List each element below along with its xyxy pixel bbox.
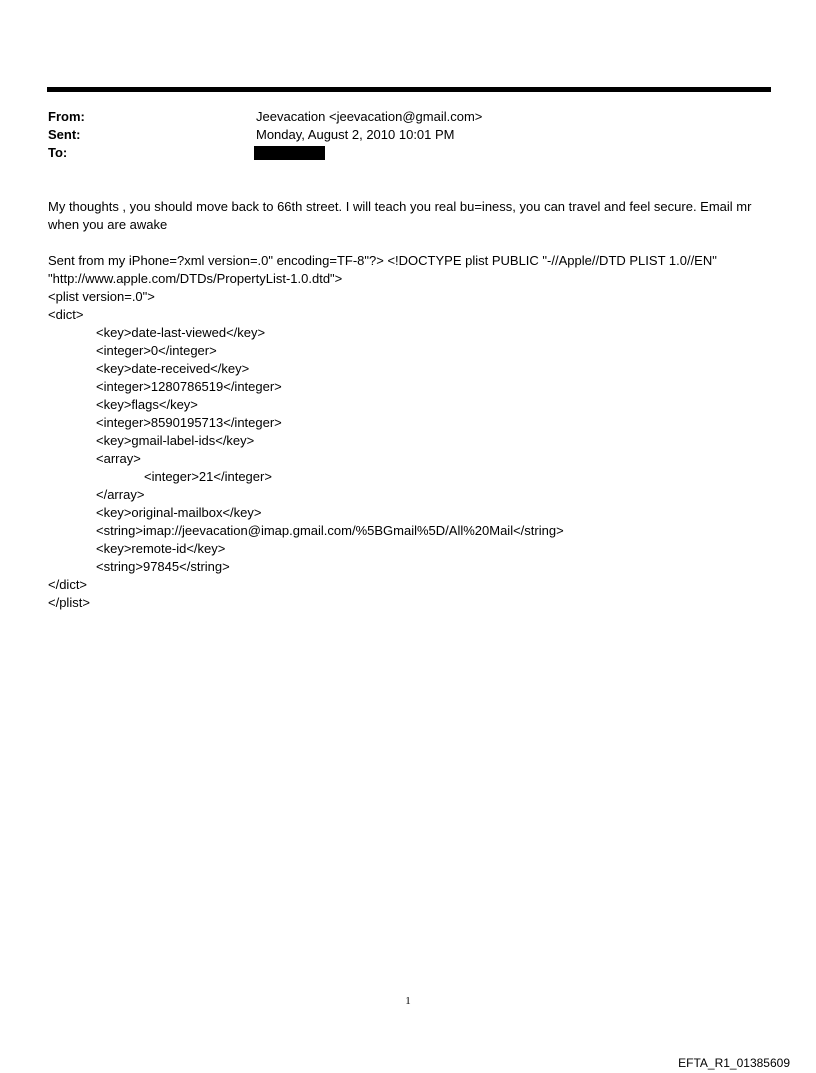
- dict-open-line: <dict>: [48, 307, 84, 322]
- plist-entry-line: <key>date-last-viewed</key>: [96, 325, 266, 340]
- plist-open-line: <plist version=.0">: [48, 289, 155, 304]
- dict-close-line: </dict>: [48, 577, 88, 592]
- document-id: EFTA_R1_01385609: [678, 1056, 790, 1070]
- redaction-block: [254, 146, 325, 160]
- to-label: To:: [48, 145, 68, 160]
- plist-entry-line: <key>date-received</key>: [96, 361, 250, 376]
- plist-entry-line: <key>original-mailbox</key>: [96, 505, 262, 520]
- plist-entry-line: <key>flags</key>: [96, 397, 198, 412]
- sent-label: Sent:: [48, 127, 81, 142]
- array-item-line: <integer>21</integer>: [144, 469, 272, 484]
- dtd-line: "http://www.apple.com/DTDs/PropertyList-1.0.dtd">: [48, 271, 343, 286]
- plist-entry-line: <key>gmail-label-ids</key>: [96, 433, 255, 448]
- plist-entry-line: <string>imap://jeevacation@imap.gmail.com/%5BGmail%5D/All%20Mail</string>: [96, 523, 564, 538]
- plist-close-line: </plist>: [48, 595, 90, 610]
- from-value: Jeevacation <jeevacation@gmail.com>: [256, 109, 483, 124]
- plist-entry-line: </array>: [96, 487, 145, 502]
- plist-entry-line: <array>: [96, 451, 141, 466]
- message-body: My thoughts , you should move back to 66th street. I will teach you real bu=iness, you can travel and feel secure. Email mr when you are awake: [48, 199, 752, 232]
- from-label: From:: [48, 109, 85, 124]
- plist-entry-line: <integer>1280786519</integer>: [96, 379, 282, 394]
- plist-entry-line: <key>remote-id</key>: [96, 541, 226, 556]
- plist-entry-line: <integer>8590195713</integer>: [96, 415, 282, 430]
- sent-value: Monday, August 2, 2010 10:01 PM: [256, 127, 455, 142]
- plist-entry-line: <string>97845</string>: [96, 559, 230, 574]
- header-rule: [47, 87, 771, 92]
- page-number: 1: [405, 995, 411, 1007]
- plist-entry-line: <integer>0</integer>: [96, 343, 217, 358]
- sent-from-line: Sent from my iPhone=?xml version=.0" encoding=TF-8"?> <!DOCTYPE plist PUBLIC "-//Apple//DTD PLIST 1.0//EN": [48, 253, 717, 268]
